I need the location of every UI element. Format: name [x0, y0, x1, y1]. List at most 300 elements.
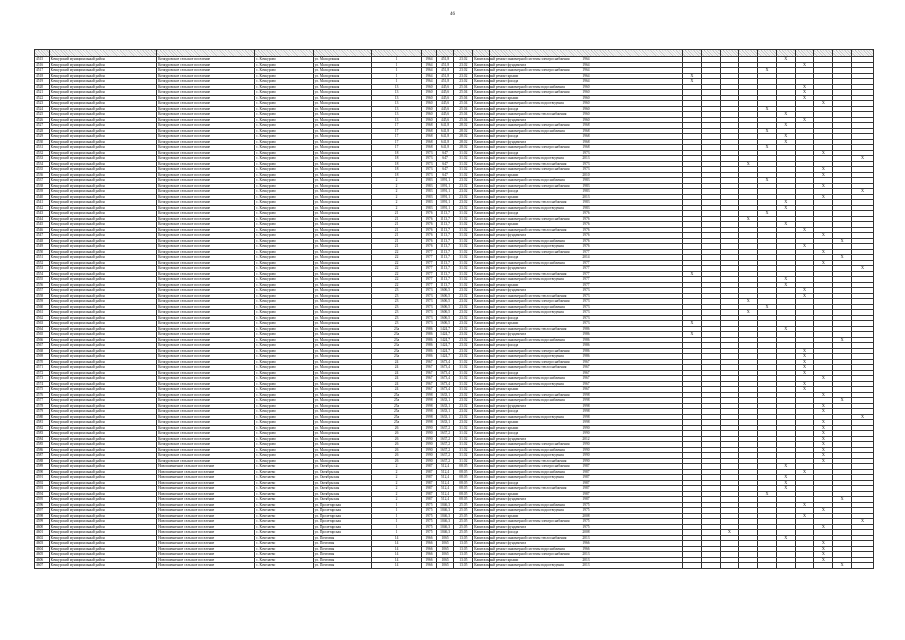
locality-cell: с. Кочелаево [255, 524, 313, 530]
date-cell: 23.02 [454, 420, 473, 426]
region-cell: Кочкурский муниципальный район [49, 233, 156, 239]
row-id: 4524 [35, 106, 50, 112]
street-cell: ул. Молодежная [313, 436, 371, 442]
work-type-cell: Капитальный ремонт инженерной системы водоотведения [474, 310, 564, 315]
mark-cell: X [795, 348, 814, 354]
mark-cell: X [814, 167, 833, 173]
locality-cell: с. Кочкурово [255, 326, 313, 332]
plan-year-cell: 1973 [489, 304, 682, 310]
mark-cell: X [776, 57, 795, 63]
house-cell: 1 [372, 73, 422, 79]
region-cell: Кочкурский муниципальный район [49, 370, 156, 376]
date-cell: 28.02 [454, 139, 473, 145]
date-cell: 08.05 [454, 464, 473, 470]
street-cell: ул. Молодежная [313, 376, 371, 382]
region-cell: Кочкурский муниципальный район [49, 420, 156, 426]
street-cell: ул. Молодежная [313, 178, 371, 184]
plan-year-cell: 1967 [489, 381, 682, 387]
settlement-cell: Кочкуровское сельское поселение [157, 95, 255, 101]
mark-cell: X [795, 381, 814, 387]
locality-cell: с. Кочкурово [255, 277, 313, 283]
work-type-cell: Капитальный ремонт инженерной системы электроснабжения [474, 183, 570, 188]
house-cell: 23а [372, 343, 422, 349]
mark-cell: X [739, 216, 758, 222]
mark-cell: X [814, 233, 833, 239]
mark-cell: X [758, 304, 777, 310]
work-type-cell: Капитальный ремонт фундамента [474, 436, 527, 441]
work-type-cell: Капитальный ремонт фундамента [474, 139, 527, 144]
work-type-cell: Капитальный ремонт инженерной системы водоснабжения [474, 502, 565, 507]
street-cell: ул. Молодежная [313, 101, 371, 107]
street-cell: ул. Молодежная [313, 79, 371, 85]
house-cell: 21 [372, 222, 422, 228]
locality-cell: с. Кочкурово [255, 315, 313, 321]
date-cell: 25.04 [454, 90, 473, 96]
locality-cell: с. Кочкурово [255, 425, 313, 431]
plan-year-cell: 1998 [489, 420, 682, 426]
house-cell: 1 [372, 57, 422, 63]
plan-year-cell: 1964 [489, 79, 682, 85]
year-cell: 1975 [422, 524, 437, 530]
plan-year-cell: 1964 [489, 57, 682, 63]
mark-cell: X [795, 62, 814, 68]
street-cell: ул. Молодежная [313, 425, 371, 431]
area-cell: 1424,7 [436, 343, 454, 349]
house-cell: 25а [372, 414, 422, 420]
region-cell: Кочкурский муниципальный район [49, 90, 156, 96]
area-cell: 1637,2 [436, 453, 454, 459]
row-id: 4578 [35, 403, 50, 409]
work-type-cell: Капитальный ремонт инженерной системы электроснабжения [474, 359, 570, 364]
year-cell: 1960 [422, 90, 437, 96]
plan-year-cell: 2013 [489, 535, 682, 541]
street-cell: ул. Октябрьская [313, 475, 371, 481]
region-cell: Кочкурский муниципальный район [49, 68, 156, 74]
locality-cell: с. Кочкурово [255, 359, 313, 365]
mark-cell: X [795, 95, 814, 101]
row-id: 4605 [35, 552, 50, 558]
house-cell: 18 [372, 167, 422, 173]
settlement-cell: Кочкуровское сельское поселение [157, 337, 255, 343]
house-cell: 26 [372, 436, 422, 442]
house-cell: 23а [372, 337, 422, 343]
region-cell: Кочкурский муниципальный район [49, 200, 156, 206]
locality-cell: с. Кочкурово [255, 409, 313, 415]
street-cell: ул. Молодежная [313, 260, 371, 266]
locality-cell: с. Кочкурово [255, 271, 313, 277]
region-cell: Кочкурский муниципальный район [49, 62, 156, 68]
region-cell: Кочкурский муниципальный район [49, 508, 156, 514]
settlement-cell: Кочкуровское сельское поселение [157, 414, 255, 420]
locality-cell: с. Кочкурово [255, 222, 313, 228]
area-cell: 1637,2 [436, 436, 454, 442]
plan-year-cell: 1966 [489, 546, 682, 552]
street-cell: ул. Молодежная [313, 337, 371, 343]
row-id: 4530 [35, 139, 50, 145]
work-type-cell: Капитальный ремонт инженерной системы водоснабжения [474, 128, 565, 133]
region-cell: Кочкурский муниципальный район [49, 79, 156, 85]
plan-year-cell: 1964 [489, 68, 682, 74]
street-cell: ул. Молодежная [313, 150, 371, 156]
table-header [35, 50, 874, 57]
locality-cell: с. Кочкурово [255, 134, 313, 140]
header-cell [372, 50, 422, 57]
year-cell: 1976 [422, 222, 437, 228]
work-type-cell: Капитальный ремонт крыши [474, 282, 519, 287]
work-type-cell: Капитальный ремонт инженерной системы электроснабжения [474, 123, 570, 128]
work-type-cell: Капитальный ремонт инженерной системы водоотведения [474, 156, 564, 161]
work-type-cell: Капитальный ремонт фундамента [474, 288, 527, 293]
work-type-cell: Капитальный ремонт фасада [474, 134, 519, 139]
year-cell: 1983 [422, 205, 437, 211]
region-cell: Кочкурский муниципальный район [49, 211, 156, 217]
row-id: 4561 [35, 310, 50, 316]
locality-cell: с. Кочелаево [255, 502, 313, 508]
settlement-cell: Кочкуровское сельское поселение [157, 62, 255, 68]
header-cell [35, 50, 50, 57]
mark-cell: X [795, 502, 814, 508]
house-cell: 13 [372, 84, 422, 90]
date-cell: 23.02 [454, 392, 473, 398]
street-cell: ул. Молодежная [313, 420, 371, 426]
settlement-cell: Кочкуровское сельское поселение [157, 73, 255, 79]
date-cell: 23.02 [454, 326, 473, 332]
street-cell: ул. Молодежная [313, 62, 371, 68]
work-type-cell: Капитальный ремонт крыши [474, 172, 519, 177]
work-type-cell: Капитальный ремонт крыши [474, 425, 519, 430]
row-id: 4571 [35, 365, 50, 371]
plan-year-cell: 1973 [489, 288, 682, 294]
locality-cell: с. Кочкурово [255, 354, 313, 360]
plan-year-cell: 1998 [489, 398, 682, 404]
work-type-cell: Капитальный ремонт инженерной системы теплоснабжения [474, 112, 567, 117]
mark-cell: X [795, 370, 814, 376]
row-id: 4529 [35, 134, 50, 140]
plan-year-cell: 2013 [489, 194, 682, 200]
region-cell: Кочкурский муниципальный район [49, 409, 156, 415]
area-cell: 1113,7 [436, 282, 454, 288]
area-cell: 512,4 [436, 486, 454, 492]
work-type-cell: Капитальный ремонт фасада [474, 480, 519, 485]
house-cell: 1 [372, 68, 422, 74]
row-id: 4541 [35, 200, 50, 206]
street-cell: ул. Молодежная [313, 387, 371, 393]
region-cell: Кочкурский муниципальный район [49, 469, 156, 475]
year-cell: 1990 [422, 453, 437, 459]
year-cell: 1973 [422, 304, 437, 310]
house-cell: 1 [372, 508, 422, 514]
street-cell: ул. Молодежная [313, 112, 371, 118]
mark-cell: X [852, 189, 874, 195]
house-cell: 18 [372, 172, 422, 178]
area-cell: 1065 [436, 563, 454, 569]
date-cell: 28.02 [454, 134, 473, 140]
region-cell: Кочкурский муниципальный район [49, 321, 156, 327]
settlement-cell: Кочкуровское сельское поселение [157, 112, 255, 118]
row-id: 4531 [35, 145, 50, 151]
header-cell [49, 50, 156, 57]
row-id: 4515 [35, 57, 50, 63]
locality-cell: с. Кочелаево [255, 519, 313, 525]
date-cell: 23.02 [454, 348, 473, 354]
settlement-cell: Новопшеничное сельское поселение [157, 530, 255, 536]
mark-cell: X [814, 260, 833, 266]
date-cell: 23.02 [454, 68, 473, 74]
work-type-cell: Капитальный ремонт фасада [474, 106, 519, 111]
year-cell: 1973 [422, 288, 437, 294]
area-cell: 451,8 [436, 73, 454, 79]
row-id: 4534 [35, 161, 50, 167]
street-cell: ул. Молодежная [313, 167, 371, 173]
region-cell: Кочкурский муниципальный район [49, 244, 156, 250]
plan-year-cell: 1960 [489, 84, 682, 90]
settlement-cell: Новопшеничное сельское поселение [157, 524, 255, 530]
row-id: 4521 [35, 90, 50, 96]
locality-cell: с. Кочкурово [255, 343, 313, 349]
region-cell: Кочкурский муниципальный район [49, 134, 156, 140]
street-cell: ул. Почтовая [313, 535, 371, 541]
row-id: 4549 [35, 244, 50, 250]
date-cell: 13.05 [454, 541, 473, 547]
mark-cell: X [795, 244, 814, 250]
house-cell: 1 [372, 502, 422, 508]
work-type-cell: Капитальный ремонт инженерной системы водоснабжения [474, 469, 565, 474]
work-type-cell: Капитальный ремонт инженерной системы водоотведения [474, 101, 564, 106]
region-cell: Кочкурский муниципальный район [49, 431, 156, 437]
settlement-cell: Кочкуровское сельское поселение [157, 178, 255, 184]
work-type-cell: Капитальный ремонт инженерной системы водоотведения [474, 277, 564, 282]
mark-cell: X [795, 387, 814, 393]
area-cell: 1113,7 [436, 271, 454, 277]
area-cell: 641,8 [436, 145, 454, 151]
header-cell [255, 50, 313, 57]
row-id: 4516 [35, 62, 50, 68]
region-cell: Кочкурский муниципальный район [49, 282, 156, 288]
row-id: 4553 [35, 266, 50, 272]
house-cell: 14 [372, 563, 422, 569]
locality-cell: с. Кочелаево [255, 497, 313, 503]
street-cell: ул. Почтовая [313, 557, 371, 563]
area-cell: 1113,7 [436, 227, 454, 233]
settlement-cell: Кочкуровское сельское поселение [157, 315, 255, 321]
plan-year-cell: 1987 [489, 486, 682, 492]
settlement-cell: Кочкуровское сельское поселение [157, 370, 255, 376]
street-cell: ул. Молодежная [313, 128, 371, 134]
area-cell: 512,4 [436, 464, 454, 470]
house-cell: 26 [372, 442, 422, 448]
house-cell: 21 [372, 233, 422, 239]
plan-year-cell: 1967 [489, 365, 682, 371]
work-type-cell: Капитальный ремонт инженерной системы водоснабжения [474, 447, 565, 452]
plan-year-cell: 1976 [489, 233, 682, 239]
row-id: 4543 [35, 211, 50, 217]
settlement-cell: Кочкуровское сельское поселение [157, 255, 255, 261]
locality-cell: с. Кочкурово [255, 293, 313, 299]
house-cell: 17 [372, 145, 422, 151]
row-id: 4556 [35, 282, 50, 288]
plan-year-cell: 1973 [489, 321, 682, 327]
house-cell: 25а [372, 398, 422, 404]
region-cell: Кочкурский муниципальный район [49, 205, 156, 211]
work-type-cell: Капитальный ремонт фасада [474, 255, 519, 260]
date-cell: 31.02 [454, 211, 473, 217]
area-cell: 1606,5 [436, 288, 454, 294]
house-cell: 23 [372, 288, 422, 294]
region-cell: Кочкурский муниципальный район [49, 502, 156, 508]
date-cell: 31.02 [454, 271, 473, 277]
locality-cell: с. Кочелаево [255, 535, 313, 541]
plan-year-cell: 1986 [489, 343, 682, 349]
region-cell: Кочкурский муниципальный район [49, 354, 156, 360]
street-cell: ул. Пролетарская [313, 519, 371, 525]
year-cell: 1973 [422, 161, 437, 167]
date-cell: 23.02 [454, 409, 473, 415]
year-cell: 1987 [422, 491, 437, 497]
row-id: 4576 [35, 392, 50, 398]
settlement-cell: Новопшеничное сельское поселение [157, 535, 255, 541]
year-cell: 1987 [422, 497, 437, 503]
plan-year-cell: 1976 [489, 227, 682, 233]
row-id: 4551 [35, 255, 50, 261]
street-cell: ул. Почтовая [313, 552, 371, 558]
settlement-cell: Кочкуровское сельское поселение [157, 222, 255, 228]
street-cell: ул. Октябрьская [313, 497, 371, 503]
plan-year-cell: 2013 [489, 557, 682, 563]
settlement-cell: Кочкуровское сельское поселение [157, 128, 255, 134]
row-id: 4600 [35, 524, 50, 530]
mark-cell: X [814, 403, 833, 409]
repair-schedule-table-container [34, 49, 874, 569]
work-type-cell: Капитальный ремонт фасада [474, 189, 519, 194]
date-cell: 31.02 [454, 260, 473, 266]
street-cell: ул. Молодежная [313, 211, 371, 217]
settlement-cell: Кочкуровское сельское поселение [157, 282, 255, 288]
area-cell: 1424,7 [436, 354, 454, 360]
work-type-cell: Капитальный ремонт фундамента [474, 62, 527, 67]
mark-cell [758, 563, 777, 569]
region-cell: Кочкурский муниципальный район [49, 128, 156, 134]
year-cell: 1986 [422, 326, 437, 332]
street-cell: ул. Молодежная [313, 139, 371, 145]
region-cell: Кочкурский муниципальный район [49, 359, 156, 365]
street-cell: ул. Пролетарская [313, 513, 371, 519]
date-cell: 31.02 [454, 161, 473, 167]
plan-year-cell: 1998 [489, 403, 682, 409]
work-type-cell: Капитальный ремонт фасада [474, 530, 519, 535]
house-cell: 18 [372, 156, 422, 162]
plan-year-cell: 1973 [489, 310, 682, 316]
mark-cell: X [776, 112, 795, 118]
year-cell: 1977 [422, 260, 437, 266]
work-type-cell: Капитальный ремонт инженерной системы водоотведения [474, 244, 564, 249]
street-cell: ул. Молодежная [313, 172, 371, 178]
row-id: 4555 [35, 277, 50, 283]
area-cell: 445,6 [436, 101, 454, 107]
year-cell: 1973 [422, 299, 437, 305]
mark-cell [795, 563, 814, 569]
house-cell: 22 [372, 282, 422, 288]
region-cell: Кочкурский муниципальный район [49, 414, 156, 420]
row-id: 4597 [35, 508, 50, 514]
plan-year-cell: 1990 [489, 447, 682, 453]
locality-cell: с. Кочкурово [255, 117, 313, 123]
house-cell: 23 [372, 304, 422, 310]
plan-year-cell: 1987 [489, 480, 682, 486]
area-cell: 1633,1 [436, 398, 454, 404]
house-cell: 13 [372, 95, 422, 101]
mark-cell: X [682, 321, 701, 327]
year-cell: 1960 [422, 101, 437, 107]
mark-cell: X [852, 519, 874, 525]
settlement-cell: Новопшеничное сельское поселение [157, 519, 255, 525]
region-cell: Кочкурский муниципальный район [49, 337, 156, 343]
plan-year-cell: 1975 [489, 519, 682, 525]
street-cell: ул. Молодежная [313, 409, 371, 415]
street-cell: ул. Молодежная [313, 343, 371, 349]
year-cell: 1990 [422, 442, 437, 448]
settlement-cell: Кочкуровское сельское поселение [157, 447, 255, 453]
work-type-cell: Капитальный ремонт фундамента [474, 233, 527, 238]
region-cell: Кочкурский муниципальный район [49, 145, 156, 151]
house-cell: 21 [372, 216, 422, 222]
settlement-cell: Кочкуровское сельское поселение [157, 266, 255, 272]
mark-cell: X [758, 106, 777, 112]
work-type-cell: Капитальный ремонт инженерной системы водоотведения [474, 453, 564, 458]
row-id: 4580 [35, 414, 50, 420]
plan-year-cell: 1960 [489, 101, 682, 107]
settlement-cell: Кочкуровское сельское поселение [157, 79, 255, 85]
house-cell: 1 [372, 62, 422, 68]
mark-cell: X [682, 79, 701, 85]
locality-cell: с. Кочкурово [255, 150, 313, 156]
header-cell [795, 50, 814, 57]
work-type-cell: Капитальный ремонт фасада [474, 150, 519, 155]
locality-cell: с. Кочкурово [255, 194, 313, 200]
work-type-cell: Капитальный ремонт инженерной системы теплоснабжения [474, 227, 567, 232]
locality-cell: с. Кочкурово [255, 68, 313, 74]
area-cell: 1606,5 [436, 293, 454, 299]
work-type-cell: Капитальный ремонт крыши [474, 420, 519, 425]
row-id: 4591 [35, 475, 50, 481]
date-cell: 23.02 [454, 194, 473, 200]
locality-cell: с. Кочкурово [255, 376, 313, 382]
plan-year-cell: 1968 [489, 123, 682, 129]
date-cell: 31.02 [454, 227, 473, 233]
year-cell: 1973 [422, 315, 437, 321]
date-cell: 23.02 [454, 288, 473, 294]
settlement-cell: Кочкуровское сельское поселение [157, 216, 255, 222]
region-cell: Кочкурский муниципальный район [49, 557, 156, 563]
date-cell: 13.05 [454, 535, 473, 541]
house-cell: 17 [372, 134, 422, 140]
date-cell: 25.05 [454, 513, 473, 519]
year-cell: 1968 [422, 145, 437, 151]
house-cell: 24 [372, 370, 422, 376]
row-id: 4607 [35, 563, 50, 569]
date-cell: 25.05 [454, 508, 473, 514]
area-cell: 1113,7 [436, 244, 454, 250]
row-id: 4554 [35, 271, 50, 277]
plan-year-cell: 1987 [489, 475, 682, 481]
mark-cell: X [833, 255, 852, 261]
header-cell [739, 50, 758, 57]
house-cell: 26 [372, 431, 422, 437]
street-cell: ул. Молодежная [313, 227, 371, 233]
year-cell: 1960 [422, 117, 437, 123]
header-cell [758, 50, 777, 57]
area-cell: 641,8 [436, 128, 454, 134]
plan-year-cell: 2008 [489, 513, 682, 519]
